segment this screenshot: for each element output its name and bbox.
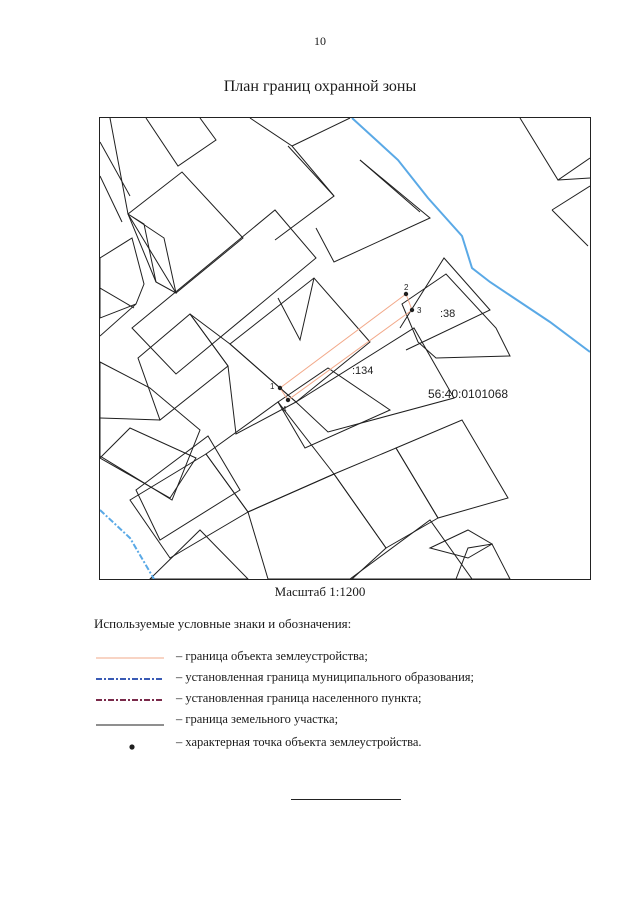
- parcel-polygon: [350, 520, 472, 579]
- point-4: [286, 398, 290, 402]
- settlement-boundary-line-icon: [94, 689, 166, 707]
- parcel-polygon: [100, 176, 122, 222]
- parcel-polygon: [146, 118, 216, 166]
- parcel-polygon: [396, 420, 508, 518]
- parcel-polygon: [552, 210, 588, 246]
- legend-item: [94, 710, 564, 728]
- point-3: [410, 308, 414, 312]
- point-2: [404, 292, 408, 296]
- characteristic-point-icon: [94, 733, 166, 751]
- cadastral-map: [99, 117, 591, 580]
- map-scale: Масштаб 1:1200: [274, 584, 366, 599]
- parcel-polygon: [100, 288, 134, 308]
- object-boundary: [280, 294, 412, 400]
- parcel-polygon: [100, 304, 136, 336]
- point-label-4: 4: [282, 405, 287, 414]
- point-label-3: 3: [417, 306, 422, 315]
- parcel-polygon: [110, 118, 156, 282]
- signature-line: [291, 799, 401, 800]
- point-label-1: 1: [270, 382, 275, 391]
- legend-title: Используемые условные знаки и обозначения:: [94, 616, 352, 631]
- parcel-polygon: [430, 530, 492, 558]
- legend-item-text: – установленная граница муниципального образования;: [176, 670, 475, 684]
- parcel-polygon: [100, 428, 196, 498]
- legend-item-text: – установленная граница населенного пункта;: [176, 691, 422, 705]
- characteristic-points: [278, 292, 414, 402]
- legend-item-text: – характерная точка объекта землеустройства.: [176, 735, 422, 749]
- map-canvas: [100, 118, 590, 579]
- parcel-polygon: [520, 118, 590, 180]
- parcel-polygon: [206, 402, 334, 512]
- point-1: [278, 386, 282, 390]
- parcel-polygon: [250, 118, 334, 196]
- legend-item-text: – граница объекта землеустройства;: [176, 649, 368, 663]
- water-line: [352, 118, 590, 352]
- legend-item: [94, 647, 564, 665]
- municipal-boundary-segment: [100, 510, 154, 579]
- parcel-polygon: [278, 368, 390, 448]
- parcel-label-38: :38: [440, 308, 456, 320]
- page-number: 10: [314, 34, 326, 48]
- parcel-polygon: [316, 160, 430, 262]
- parcel-polygon: [100, 238, 144, 318]
- legend-item: [94, 689, 564, 707]
- parcel-boundaries: [100, 118, 590, 579]
- legend-item: [94, 733, 564, 751]
- parcel-polygon: [558, 178, 590, 180]
- parcel-polygon: [292, 118, 350, 146]
- legend-item-text: – граница земельного участка;: [176, 712, 339, 726]
- parcel-label-134: :134: [352, 365, 374, 377]
- parcel-polygon: [334, 448, 438, 548]
- page-title: План границ охранной зоны: [223, 78, 417, 95]
- parcel-polygon: [248, 474, 386, 579]
- parcel-polygon: [278, 278, 314, 340]
- municipal-boundary-line-icon: [94, 668, 166, 686]
- parcel-polygon: [100, 418, 160, 420]
- cadastral-block-label: 56:40:0101068: [428, 387, 509, 401]
- point-label-2: 2: [404, 283, 409, 292]
- parcel-polygon: [190, 314, 296, 434]
- parcel-polygon: [100, 142, 130, 196]
- parcel-polygon: [138, 314, 228, 420]
- object-boundary-line-icon: [94, 647, 166, 665]
- legend-item: [94, 668, 564, 686]
- parcel-polygon: [402, 274, 510, 358]
- parcel-polygon: [552, 186, 590, 210]
- parcel-polygon: [360, 160, 420, 212]
- parcel-polygon: [275, 146, 334, 240]
- land-plot-boundary-line-icon: [94, 710, 166, 728]
